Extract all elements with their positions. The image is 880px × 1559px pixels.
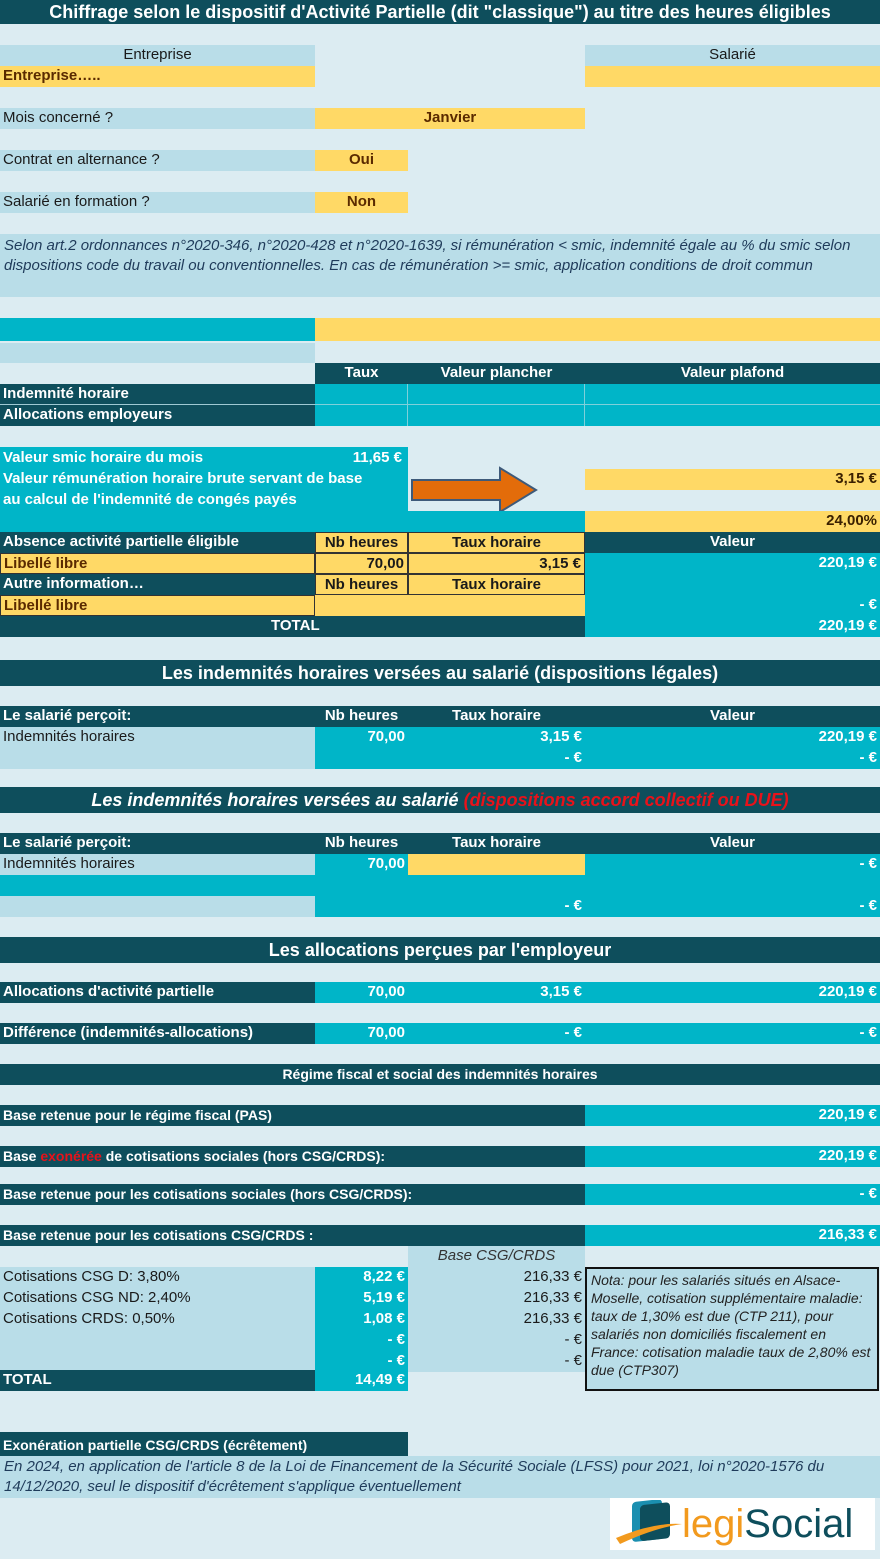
absence-row2-inputs[interactable] (315, 595, 585, 616)
arrow-right-icon (410, 466, 540, 514)
remu-label-2: au calcul de l'indemnité de congés payés (3, 491, 297, 508)
accord-title (0, 787, 880, 813)
spacer-row (0, 343, 315, 363)
formation-label: Salarié en formation ? (0, 192, 315, 213)
accord-h-valeur: Valeur (585, 833, 880, 854)
logo-text-social: Social (744, 1502, 854, 1546)
regime-title: Régime fiscal et social des indemnités horaires (0, 1064, 880, 1085)
row-allocations-employeurs: Allocations employeurs (0, 405, 315, 426)
accord-row3-valeur: - € (859, 897, 877, 914)
diff-label: Différence (indemnités-allocations) (0, 1023, 315, 1044)
accord-h-label: Le salarié perçoit: (0, 833, 315, 854)
pct-row-bar (0, 511, 585, 532)
accord-h-nb: Nb heures (315, 833, 408, 854)
entreprise-header: Entreprise (0, 45, 315, 66)
cot-label: Base retenue pour les cotisations sociales (hors CSG/CRDS): (0, 1184, 585, 1205)
legal-row2-taux: - € (564, 749, 582, 766)
absence-row2-valeur: - € (585, 595, 880, 616)
alloc-valeur: 220,19 € (818, 983, 877, 1000)
alloc-nb: 70,00 (367, 983, 405, 1000)
legal-title: Les indemnités horaires versées au salarié (dispositions légales) (0, 660, 880, 686)
pas-value: 220,19 € (585, 1105, 880, 1126)
diff-nb: 70,00 (367, 1024, 405, 1041)
logo-text (682, 1502, 853, 1546)
mois-select[interactable]: Janvier (315, 108, 585, 129)
csg-line-amount: 8,22 € (363, 1268, 405, 1285)
csg-line-base: 216,33 € (523, 1310, 582, 1327)
autre-col-taux: Taux horaire (408, 574, 585, 595)
autre-valeur-blank (585, 574, 880, 595)
cell-taux-2[interactable] (315, 405, 408, 426)
exo-value: 220,19 € (585, 1146, 880, 1167)
mois-label: Mois concerné ? (0, 108, 315, 129)
exoneration-title: Exonération partielle CSG/CRDS (écrêtement) (0, 1432, 408, 1456)
col-plancher: Valeur plancher (408, 363, 585, 384)
accord-row-nb: 70,00 (315, 854, 408, 875)
alloc-label: Allocations d'activité partielle (0, 982, 315, 1003)
autre-header: Autre information… (0, 574, 315, 595)
csg-value: 216,33 € (585, 1225, 880, 1246)
absence-header: Absence activité partielle éligible (0, 532, 315, 553)
absence-row1-taux[interactable]: 3,15 € (408, 553, 585, 574)
remu-value: 3,15 € (585, 469, 880, 490)
col-taux: Taux (315, 363, 408, 384)
legal-row-nb: 70,00 (367, 728, 405, 745)
smic-value: 11,65 € (352, 449, 402, 466)
csg-label: Base retenue pour les cotisations CSG/CRDS : (0, 1225, 585, 1246)
absence-row2-label[interactable]: Libellé libre (0, 595, 315, 616)
row-indemnite-horaire: Indemnité horaire (0, 384, 315, 405)
nota-box: Nota: pour les salariés situés en Alsace-Moselle, cotisation supplémentaire maladie: taux de 1,30% est due (CTP 211), pour salariés non domiciliés fiscalement en France: cotisation maladie taux de 2,80% est due (CTP307) (585, 1267, 879, 1391)
exoneration-text: En 2024, en application de l'article 8 de la Loi de Financement de la Sécurité Sociale (LFSS) pour 2021, loi n°2020-1576 du 14/12/2020, seul le dispositif d'écrêtement s'applique éventuellement (0, 1456, 880, 1498)
cell-plancher-1[interactable] (408, 384, 585, 405)
accord-h-taux: Taux horaire (408, 833, 585, 854)
csg-line-amount: 1,08 € (363, 1310, 405, 1327)
csg-line-label: Cotisations CRDS: 0,50% (3, 1310, 175, 1327)
csg-line-amount: - € (387, 1331, 405, 1348)
logo (610, 1498, 875, 1550)
page-title: Chiffrage selon le dispositif d'Activité Partielle (dit "classique") au titre des heures éligibles (0, 0, 880, 24)
legal-h-taux: Taux horaire (408, 706, 585, 727)
pas-label: Base retenue pour le régime fiscal (PAS) (0, 1105, 585, 1126)
cot-value: - € (585, 1184, 880, 1205)
absence-col-valeur: Valeur (585, 532, 880, 553)
exo-label-red: exonérée (40, 1148, 102, 1164)
cell-plafond-2[interactable] (585, 405, 880, 426)
csg-line-base: - € (564, 1331, 582, 1348)
absence-col-taux: Taux horaire (408, 532, 585, 553)
diff-taux: - € (564, 1024, 582, 1041)
cell-plancher-2[interactable] (408, 405, 585, 426)
csg-line-label: Cotisations CSG D: 3,80% (3, 1268, 180, 1285)
legal-row-taux: 3,15 € (540, 728, 582, 745)
accord-row3-label (0, 896, 315, 917)
absence-total-label: TOTAL (271, 617, 320, 634)
csg-line-amount: - € (387, 1352, 405, 1369)
accord-row-valeur: - € (585, 854, 880, 875)
accord-title-main: Les indemnités horaires versées au salarié (91, 790, 459, 810)
absence-row1-valeur: 220,19 € (585, 553, 880, 574)
accord-row-taux-input[interactable] (408, 854, 585, 875)
diff-valeur: - € (859, 1024, 877, 1041)
salarie-input[interactable] (585, 66, 880, 87)
legal-h-valeur: Valeur (585, 706, 880, 727)
accord-row2 (0, 875, 880, 896)
csg-line-label: Cotisations CSG ND: 2,40% (3, 1289, 191, 1306)
pct-value: 24,00% (585, 511, 880, 532)
exo-label (0, 1146, 585, 1167)
alternance-select[interactable]: Oui (315, 150, 408, 171)
legal-row2-valeur: - € (859, 749, 877, 766)
logo-mark-icon (614, 1500, 684, 1550)
col-plafond: Valeur plafond (585, 363, 880, 384)
section-bar-left (0, 318, 315, 341)
exo-label-c: de cotisations sociales (hors CSG/CRDS): (101, 1148, 386, 1164)
accord-row3-taux: - € (564, 897, 582, 914)
alternance-label: Contrat en alternance ? (0, 150, 315, 171)
remu-label-1: Valeur rémunération horaire brute servant de base (3, 470, 363, 487)
legal-h-nb: Nb heures (315, 706, 408, 727)
legal-row-valeur: 220,19 € (818, 728, 877, 745)
accord-row-label: Indemnités horaires (0, 854, 315, 875)
absence-row1-nb[interactable]: 70,00 (315, 553, 408, 574)
section-bar-right (315, 318, 880, 341)
ordonnances-note: Selon art.2 ordonnances n°2020-346, n°2020-428 et n°2020-1639, si rémunération < smic, indemnité égale au % du smic selon dispositions code du travail ou conventionnelles. En cas de rémunération >= smic, application conditions de droit commun (0, 234, 880, 297)
logo-text-legi: legi (682, 1502, 745, 1546)
legal-row-label: Indemnités horaires (0, 727, 315, 769)
cell-taux-1[interactable] (315, 384, 408, 405)
csg-line-base: 216,33 € (523, 1268, 582, 1285)
csg-line-base: - € (564, 1352, 582, 1369)
cell-plafond-1[interactable] (585, 384, 880, 405)
absence-total-value: 220,19 € (585, 616, 880, 637)
csg-total-label: TOTAL (0, 1370, 315, 1391)
absence-col-nb: Nb heures (315, 532, 408, 553)
employer-title: Les allocations perçues par l'employeur (0, 937, 880, 963)
autre-col-nb: Nb heures (315, 574, 408, 595)
formation-select[interactable]: Non (315, 192, 408, 213)
salarie-header: Salarié (585, 45, 880, 66)
entreprise-input[interactable]: Entreprise….. (0, 66, 315, 87)
csg-line-base: 216,33 € (523, 1289, 582, 1306)
accord-title-red: (dispositions accord collectif ou DUE) (463, 790, 789, 810)
absence-row1-label[interactable]: Libellé libre (0, 553, 315, 574)
smic-label: Valeur smic horaire du mois (3, 449, 204, 466)
legal-h-label: Le salarié perçoit: (0, 706, 315, 727)
alloc-taux: 3,15 € (540, 983, 582, 1000)
csg-total-value: 14,49 € (354, 1371, 405, 1388)
exo-label-a: Base (3, 1148, 41, 1164)
base-csg-header: Base CSG/CRDS (408, 1246, 585, 1267)
csg-line-amount: 5,19 € (363, 1289, 405, 1306)
